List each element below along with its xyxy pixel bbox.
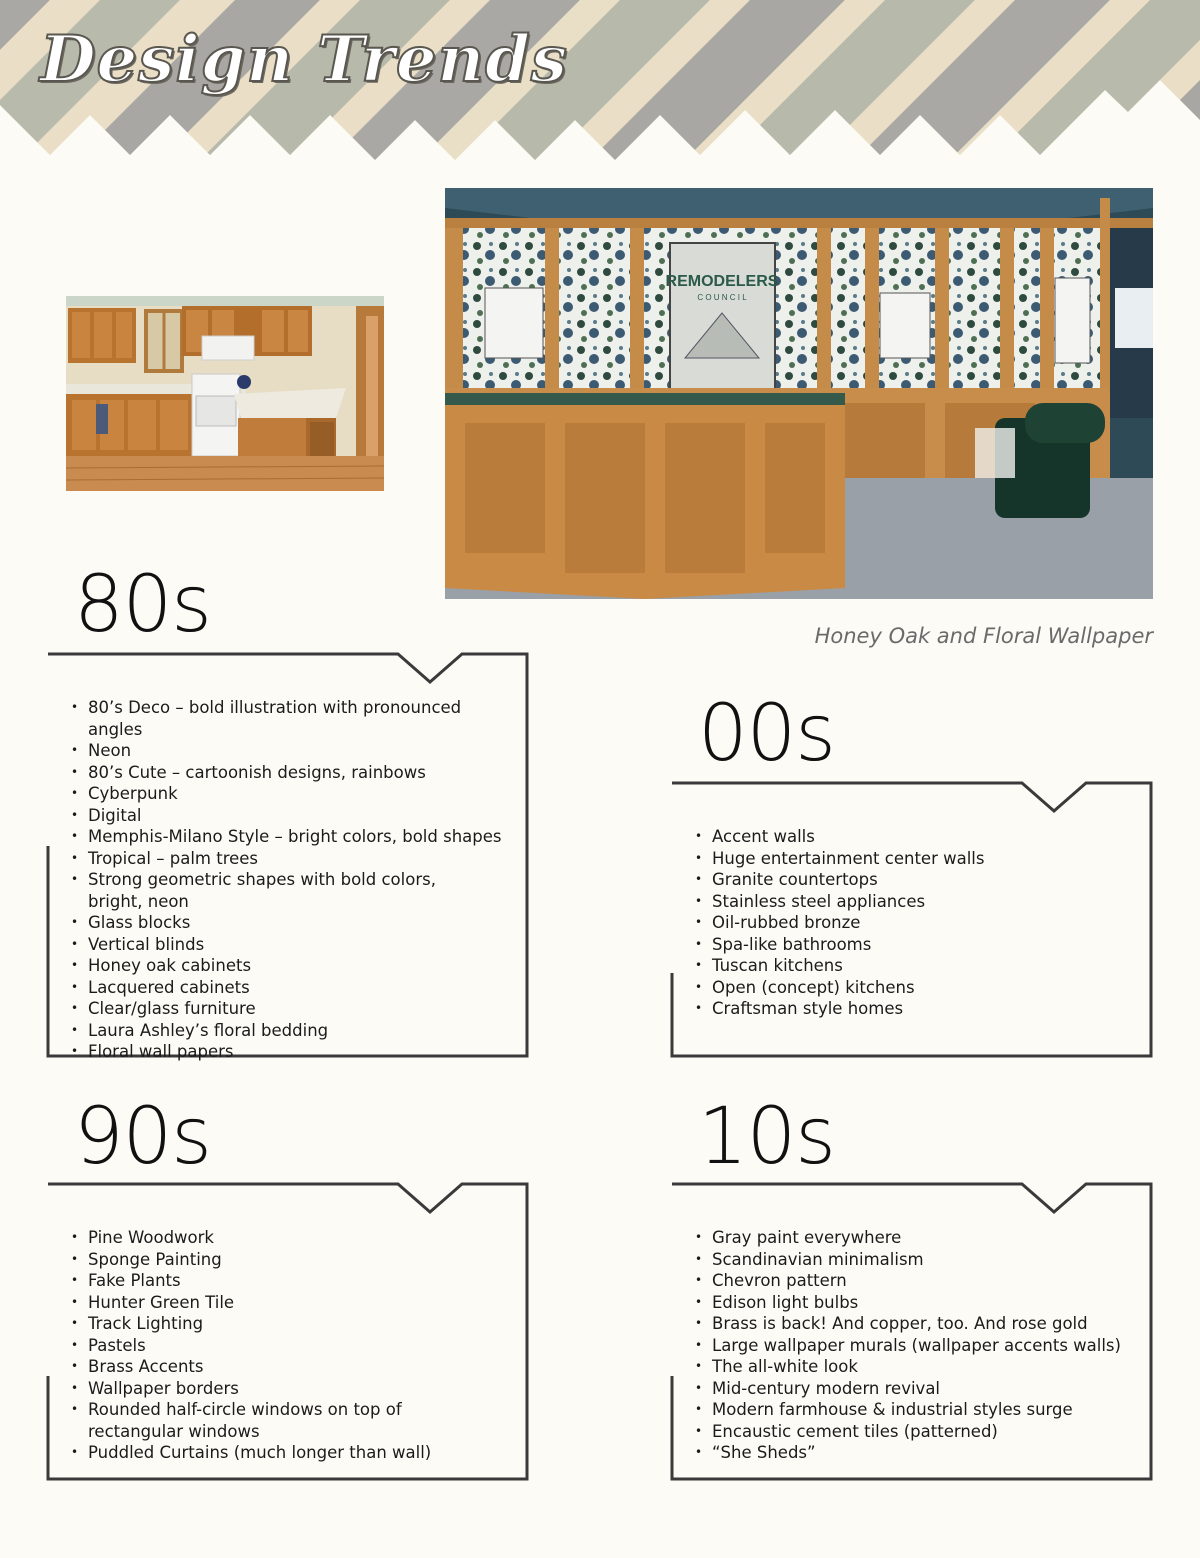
list-item: • Encaustic cement tiles (patterned): [712, 1421, 1142, 1443]
decade-heading-90s: 90s: [74, 1092, 211, 1182]
list-item: • Lacquered cabinets: [88, 977, 518, 999]
list-item: • Honey oak cabinets: [88, 955, 518, 977]
list-item: • Chevron pattern: [712, 1270, 1142, 1292]
booth-sign-text: REMODELERS: [665, 273, 779, 290]
list-item: • Stainless steel appliances: [712, 891, 1142, 913]
photo-caption: Honey Oak and Floral Wallpaper: [814, 624, 1153, 648]
list-item: • Large wallpaper murals (wallpaper accents walls): [712, 1335, 1142, 1357]
list-item: • 80’s Deco – bold illustration with pronounced angles: [88, 697, 518, 740]
list-item: • Rounded half-circle windows on top of rectangular windows: [88, 1399, 488, 1442]
decade-heading-00s: 00s: [698, 689, 835, 779]
list-item: • Laura Ashley’s floral bedding: [88, 1020, 518, 1042]
booth-sign-subtext: C O U N C I L: [697, 293, 747, 302]
list-item: • 80’s Cute – cartoonish designs, rainbows: [88, 762, 518, 784]
list-item: • Memphis-Milano Style – bright colors, bold shapes: [88, 826, 518, 848]
trend-list-10s: [670, 1227, 1142, 1464]
trend-box-10s: [670, 1182, 1154, 1481]
list-item: • Pastels: [88, 1335, 518, 1357]
list-item: • Gray paint everywhere: [712, 1227, 1142, 1249]
list-item: • Spa-like bathrooms: [712, 934, 1142, 956]
list-item: • Tropical – palm trees: [88, 848, 518, 870]
list-item: • Fake Plants: [88, 1270, 518, 1292]
list-item: • “She Sheds”: [712, 1442, 1142, 1464]
trend-list-90s: [46, 1227, 518, 1464]
list-item: • Tuscan kitchens: [712, 955, 1142, 977]
list-item: • Oil-rubbed bronze: [712, 912, 1142, 934]
list-item: • Brass is back! And copper, too. And rose gold: [712, 1313, 1142, 1335]
list-item: • Puddled Curtains (much longer than wall): [88, 1442, 518, 1464]
trend-list-80s: [46, 697, 518, 1063]
list-item: • Cyberpunk: [88, 783, 518, 805]
list-item: • Wallpaper borders: [88, 1378, 518, 1400]
list-item: • Edison light bulbs: [712, 1292, 1142, 1314]
list-item: • The all-white look: [712, 1356, 1142, 1378]
list-item: • Track Lighting: [88, 1313, 518, 1335]
decade-heading-10s: 10s: [698, 1092, 835, 1182]
decade-heading-80s: 80s: [74, 560, 211, 650]
list-item: • Huge entertainment center walls: [712, 848, 1142, 870]
list-item: • Accent walls: [712, 826, 1142, 848]
list-item: • Craftsman style homes: [712, 998, 1142, 1020]
list-item: • Floral wall papers: [88, 1041, 518, 1063]
list-item: • Sponge Painting: [88, 1249, 518, 1271]
trend-box-90s: [46, 1182, 530, 1481]
list-item: • Scandinavian minimalism: [712, 1249, 1142, 1271]
list-item: • Hunter Green Tile: [88, 1292, 518, 1314]
list-item: • Granite countertops: [712, 869, 1142, 891]
list-item: • Neon: [88, 740, 518, 762]
remodelers-booth-photo: [445, 188, 1153, 599]
list-item: • Brass Accents: [88, 1356, 518, 1378]
list-item: • Clear/glass furniture: [88, 998, 518, 1020]
list-item: • Modern farmhouse & industrial styles surge: [712, 1399, 1142, 1421]
list-item: • Strong geometric shapes with bold colors, bright, neon: [88, 869, 473, 912]
trend-box-00s: [670, 781, 1154, 1058]
list-item: • Vertical blinds: [88, 934, 518, 956]
page-title: Design Trends: [40, 22, 568, 97]
trend-list-00s: [670, 826, 1142, 1020]
kitchen-photo: [66, 296, 384, 491]
list-item: • Mid-century modern revival: [712, 1378, 1142, 1400]
list-item: • Glass blocks: [88, 912, 518, 934]
list-item: • Digital: [88, 805, 518, 827]
list-item: • Pine Woodwork: [88, 1227, 518, 1249]
trend-box-80s: [46, 652, 530, 1061]
list-item: • Open (concept) kitchens: [712, 977, 1142, 999]
